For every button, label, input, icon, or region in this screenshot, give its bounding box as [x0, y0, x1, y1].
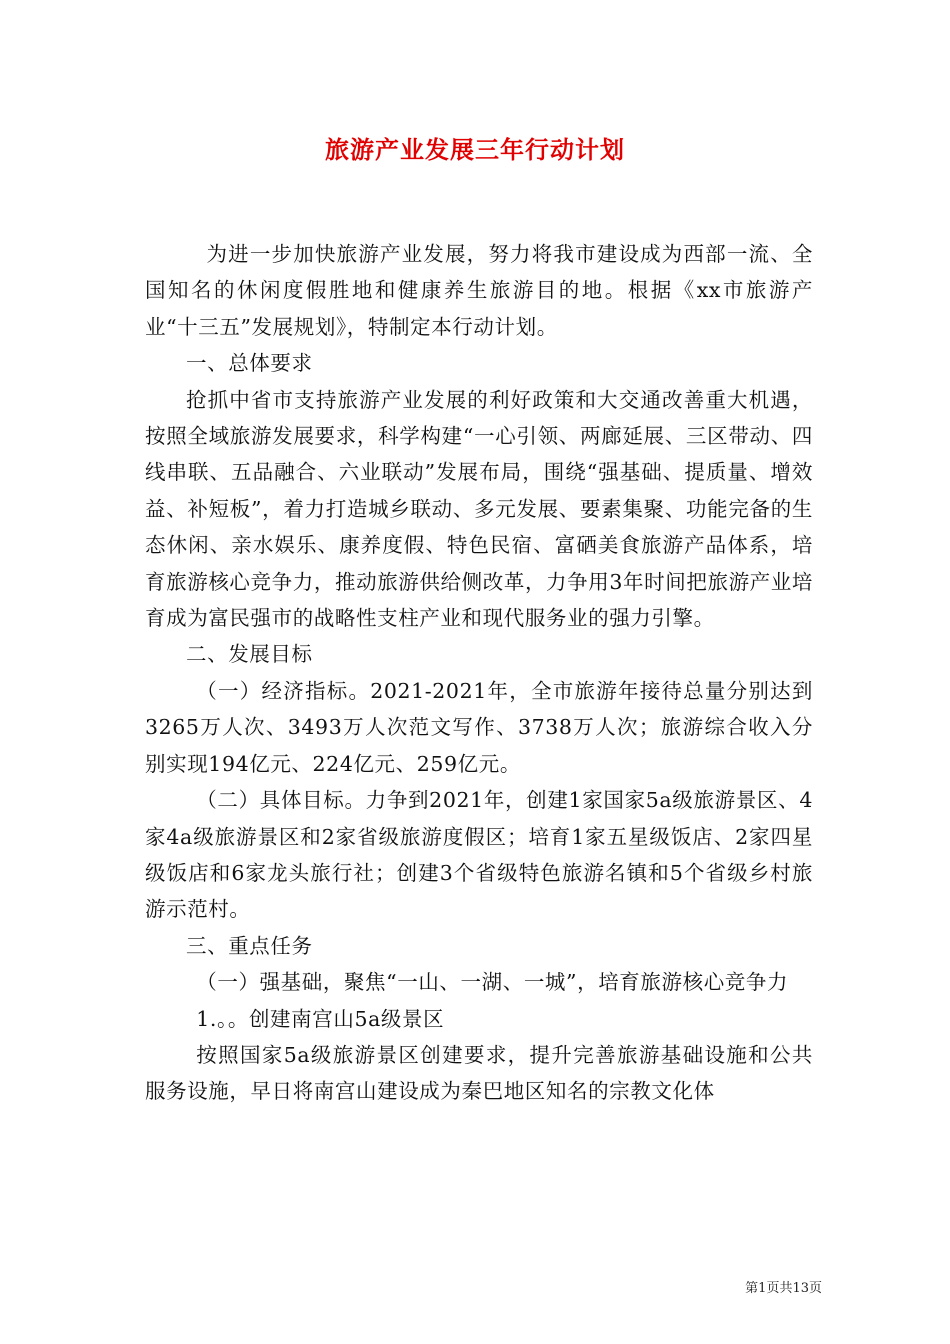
page-number: 第1页共13页 — [745, 1281, 822, 1296]
paragraph-nangongshan: 按照国家5a级旅游景区创建要求，提升完善旅游基础设施和公共服务设施，早日将南宫山建设成为秦巴地区知名的宗教文化体 — [145, 1042, 813, 1104]
subheading-strengthen-foundation: （一）强基础，聚焦“一山、一湖、一城”，培育旅游核心竞争力 — [196, 970, 789, 995]
heading-development-goals: 二、发展目标 — [186, 642, 313, 667]
paragraph-economic-indicators: （一）经济指标。2021-2021年，全市旅游年接待总量分别达到3265万人次、3493万人次范文写作、3738万人次；旅游综合收入分别实现194亿元、224亿元、259亿元。 — [145, 678, 813, 776]
paragraph-specific-goals: （二）具体目标。力争到2021年，创建1家国家5a级旅游景区、4家4a级旅游景区和2家省级旅游度假区；培育1家五星级饭店、2家四星级饭店和6家龙头旅行社；创建3个省级特色旅游名镇和5个省级乡村旅游示范村。 — [145, 788, 813, 922]
document-body — [145, 236, 813, 1110]
item-nangongshan: 1.。。创建南宫山5a级景区 — [196, 1006, 445, 1031]
document-title: 旅游产业发展三年行动计划 — [325, 135, 625, 164]
heading-general-requirements: 一、总体要求 — [186, 351, 313, 376]
heading-key-tasks: 三、重点任务 — [186, 933, 313, 958]
paragraph-general-requirements: 抢抓中省市支持旅游产业发展的利好政策和大交通改善重大机遇，按照全域旅游发展要求，科学构建“一心引领、两廊延展、三区带动、四线串联、五品融合、六业联动”发展布局，围绕“强基础、提质量、增效益、补短板”，着力打造城乡联动、多元发展、要素集聚、功能完备的生态休闲、亲水娱乐、康养度假、特色民宿、富硒美食旅游产品体系，培育旅游核心竞争力，推动旅游供给侧改革，力争用3年时间把旅游产业培育成为富民强市的战略性支柱产业和现代服务业的强力引擎。 — [145, 387, 813, 631]
paragraph-intro: 为进一步加快旅游产业发展，努力将我市建设成为西部一流、全国知名的休闲度假胜地和健康养生旅游目的地。根据《xx市旅游产业“十三五”发展规划》，特制定本行动计划。 — [145, 242, 813, 339]
